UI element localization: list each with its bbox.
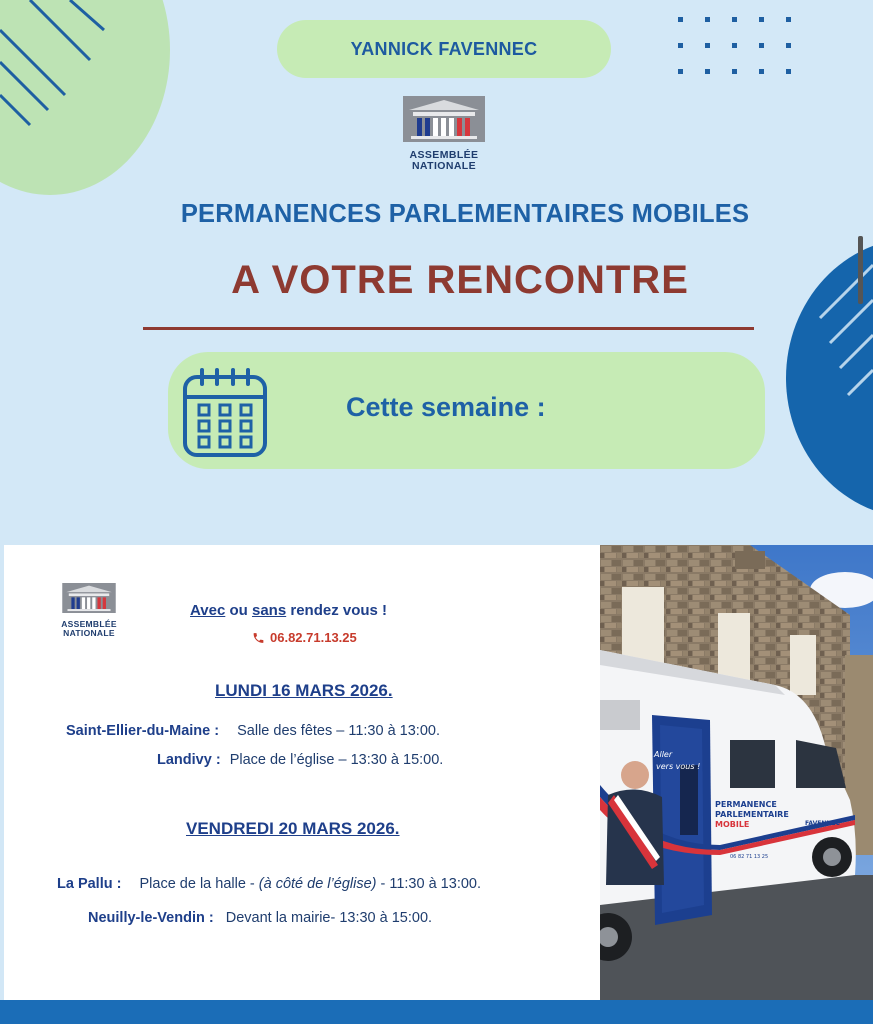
van-text-3: MOBILE — [715, 820, 750, 829]
stop-row — [157, 752, 443, 768]
rdv-rest: rendez vous ! — [286, 602, 388, 619]
assemblee-nationale-logo-small — [56, 583, 122, 638]
divider — [143, 327, 754, 330]
stop-town: Saint-Ellier-du-Maine : — [66, 723, 220, 739]
rdv-without: sans — [251, 602, 287, 619]
phone-number: 06.82.71.13.25 — [270, 630, 357, 645]
van-photo — [600, 545, 873, 1000]
poster-subtitle: A VOTRE RENCONTRE — [231, 258, 689, 302]
stop-detail-c: - 11:30 à 13:00. — [376, 876, 481, 892]
rdv-or: ou — [225, 602, 252, 619]
phone-contact[interactable] — [252, 630, 357, 645]
institution-line1: ASSEMBLÉE — [61, 619, 117, 629]
date-day1: LUNDI 16 MARS 2026. — [215, 681, 393, 700]
stop-detail: Salle des fêtes – 11:30 à 13:00. — [237, 723, 440, 739]
stop-detail: Devant la mairie- 13:30 à 15:00. — [225, 910, 433, 926]
stop-town: Landivy : — [157, 752, 221, 768]
mobile-office-van-image — [600, 545, 873, 1000]
calendar-icon — [182, 367, 268, 459]
stop-row — [57, 876, 481, 892]
assemblee-building-icon — [403, 96, 485, 142]
institution-line2: NATIONALE — [63, 628, 115, 638]
stop-row — [66, 723, 440, 739]
footer-band — [0, 1000, 873, 1024]
stop-town: La Pallu : — [57, 876, 122, 892]
date-day2: VENDREDI 20 MARS 2026. — [186, 819, 400, 838]
deputy-name: YANNICK FAVENNEC — [350, 38, 538, 59]
stop-detail-b: (à côté de l’église) — [258, 876, 377, 892]
deputy-name-pill — [277, 20, 611, 78]
appointment-note — [190, 602, 387, 619]
assemblee-nationale-logo — [403, 96, 485, 172]
stop-detail: Place de l’église – 13:30 à 15:00. — [229, 752, 444, 768]
rdv-with: Avec — [190, 602, 226, 619]
poster-title: PERMANENCES PARLEMENTAIRES MOBILES — [180, 200, 750, 228]
stop-town: Neuilly-le-Vendin : — [88, 910, 214, 926]
institution-line2: NATIONALE — [411, 160, 477, 172]
van-phone: 06 82 71 13 25 — [730, 854, 769, 860]
door-text-1: Aller — [654, 750, 673, 759]
van-text-2: PARLEMENTAIRE — [715, 810, 789, 819]
phone-icon — [252, 631, 265, 645]
assemblee-building-icon — [59, 583, 119, 613]
institution-line1: ASSEMBLÉE — [409, 149, 479, 161]
stop-row — [88, 910, 432, 926]
week-label: Cette semaine : — [346, 392, 546, 422]
stop-detail-a: Place de la halle - — [139, 876, 259, 892]
van-name: FAVENNEC — [805, 820, 840, 827]
door-text-2: vers vous ! — [656, 762, 701, 771]
scrollbar-thumb[interactable] — [858, 236, 863, 304]
van-text-1: PERMANENCE — [715, 800, 777, 809]
